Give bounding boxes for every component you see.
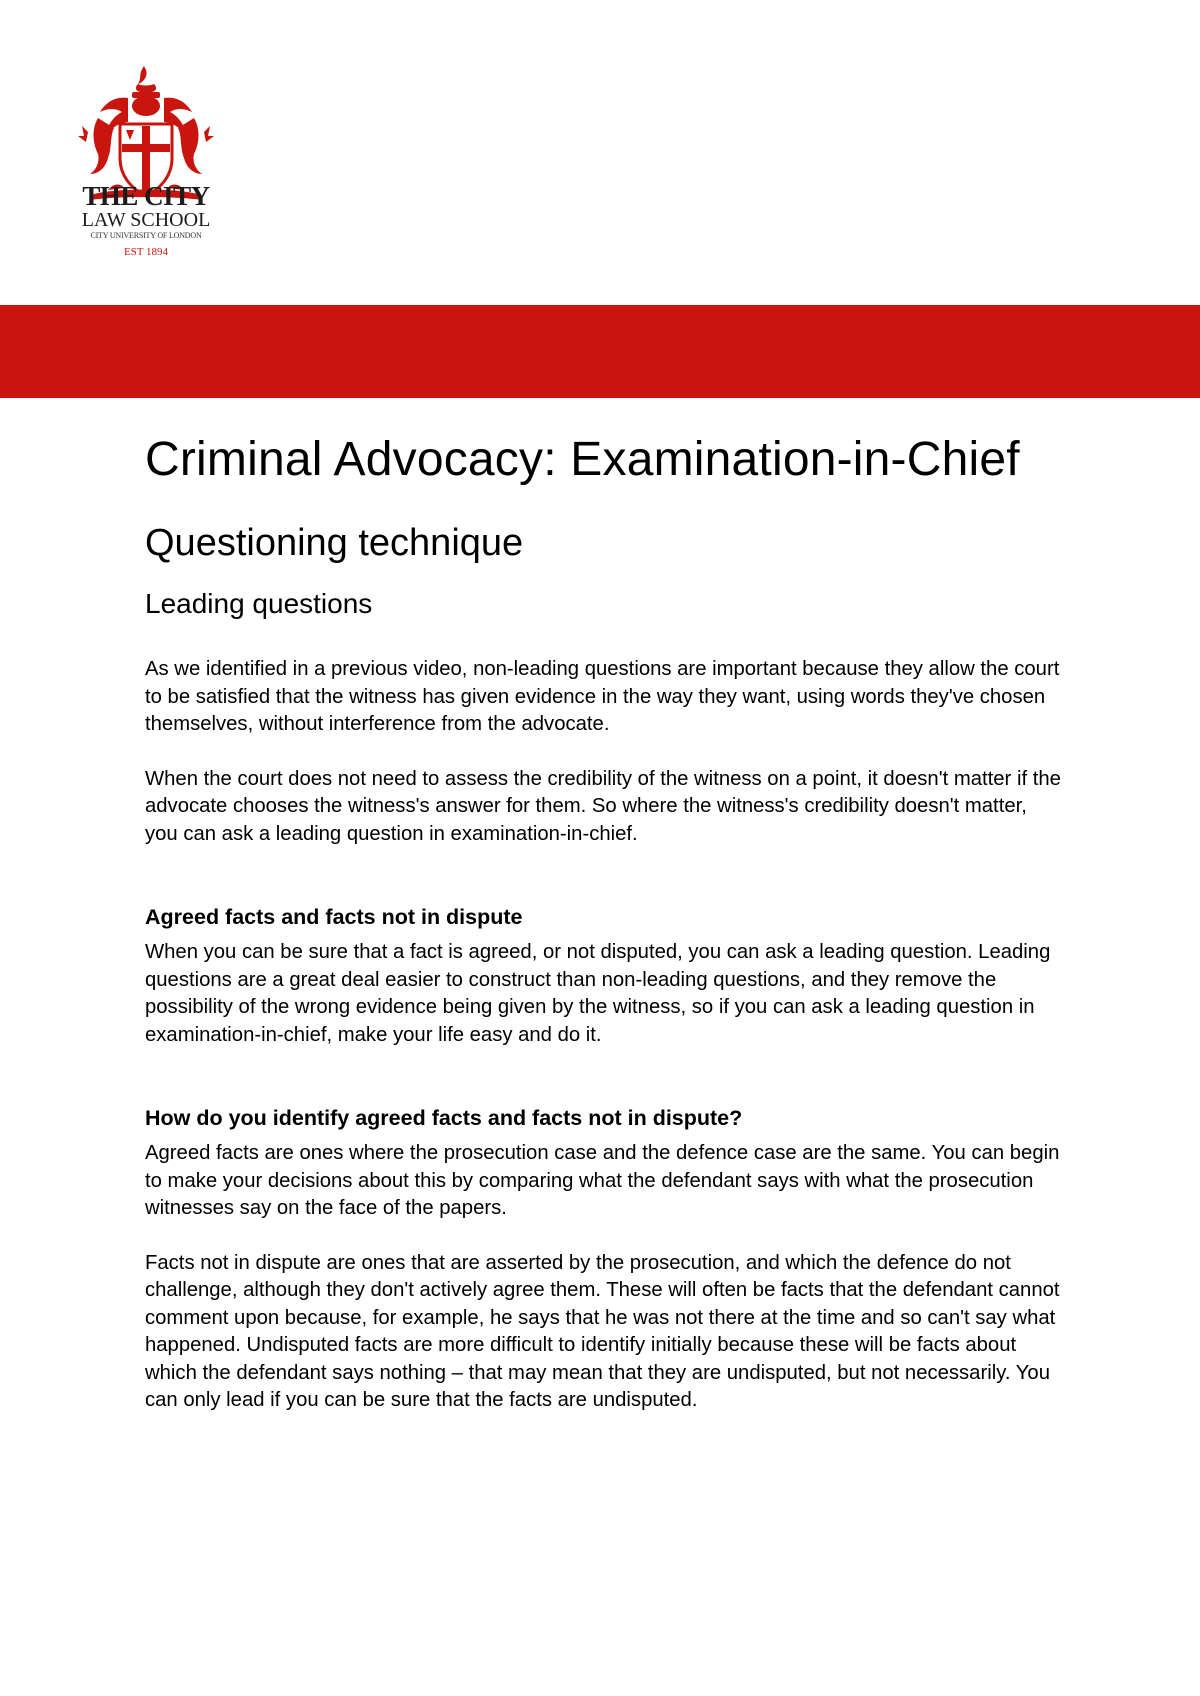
logo-line-4: EST 1894 bbox=[123, 246, 169, 258]
paragraph: As we identified in a previous video, non-leading questions are important because they allow the court to be satisfied that the witness has given evidence in the way they want, using words they've chosen themselves, without interference from the advocate. bbox=[145, 658, 1060, 735]
paragraph: Facts not in dispute are ones that are asserted by the prosecution, and which the defence do not challenge, although they don't actively agree them. These will often be facts that the defendant cannot comment upon because, for example, he says that he was not there at the time and so can't say what happened. Undisputed facts are more difficult to identify initially because these will be facts about which the defendant says nothing – that may mean that they are undisputed, but not necessarily. You can only lead if you can be sure that the facts are undisputed. bbox=[145, 1251, 1060, 1411]
logo-line-1: THE CITY bbox=[82, 181, 210, 211]
logo-line-2: LAW SCHOOL bbox=[81, 209, 211, 231]
city-law-school-logo bbox=[78, 62, 214, 262]
header-banner bbox=[0, 305, 1200, 398]
sub-heading: Leading questions bbox=[145, 588, 373, 619]
identify-facts-heading: How do you identify agreed facts and facts not in dispute? bbox=[145, 1106, 743, 1130]
page-title: Criminal Advocacy: Examination-in-Chief bbox=[145, 433, 1020, 486]
paragraph: Agreed facts are ones where the prosecution case and the defence case are the same. You can begin to make your decisions about this by comparing what the defendant says with what the prosecution witnesses say on the face of the papers. bbox=[145, 1142, 1060, 1219]
document-body bbox=[145, 432, 1065, 1415]
section-heading: Questioning technique bbox=[145, 522, 524, 564]
paragraph: When you can be sure that a fact is agreed, or not disputed, you can ask a leading question. Leading questions are a great deal easier to construct than non-leading questions, and they remove the possibility of the wrong evidence being given by the witness, so if you can ask a leading question in examination-in-chief, make your life easy and do it. bbox=[145, 941, 1051, 1046]
agreed-facts-heading: Agreed facts and facts not in dispute bbox=[145, 905, 523, 929]
paragraph: When the court does not need to assess the credibility of the witness on a point, it doesn't matter if the advocate chooses the witness's answer for them. So where the witness's credibility doesn't matter, you can ask a leading question in examination-in-chief. bbox=[145, 767, 1061, 845]
logo-line-3: CITY UNIVERSITY OF LONDON bbox=[90, 231, 202, 240]
